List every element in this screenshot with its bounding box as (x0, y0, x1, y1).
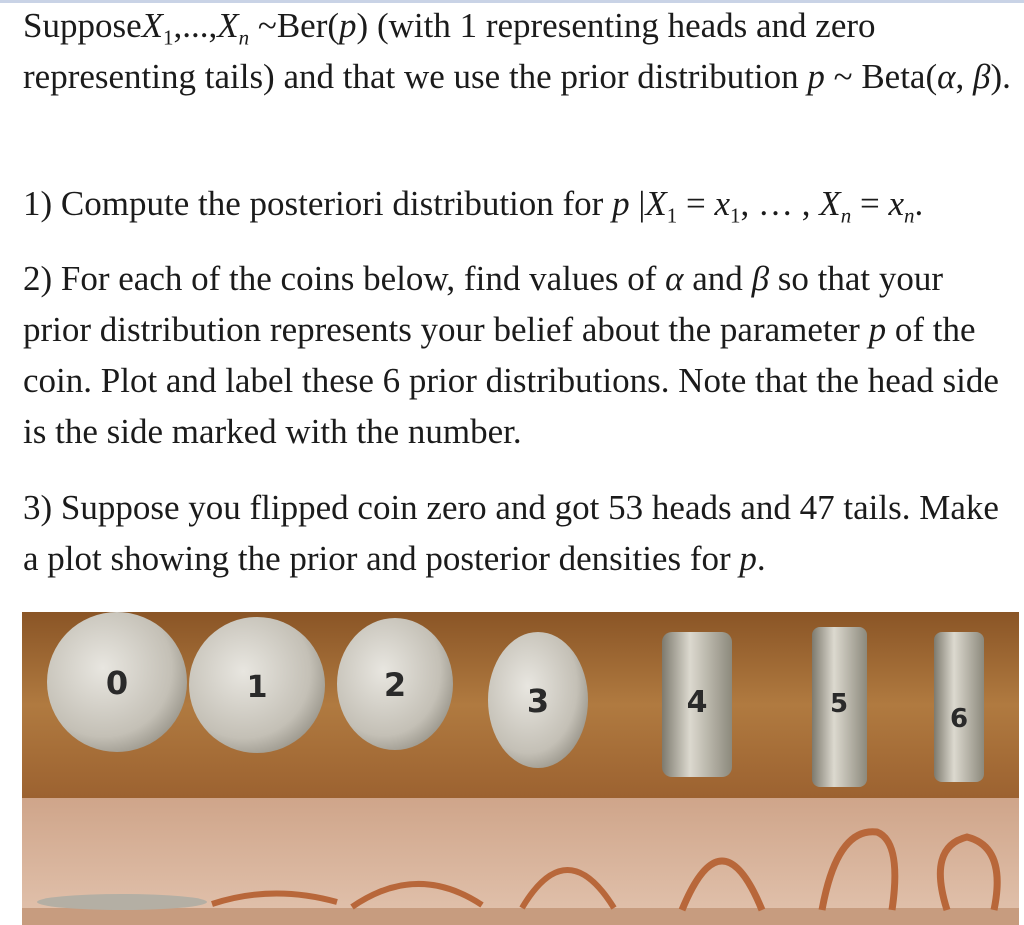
intro-paragraph (23, 0, 1018, 102)
sub-n: n (903, 203, 915, 228)
q1-eq: = (851, 184, 889, 223)
var-lower-x1: x (714, 184, 731, 223)
sub-1: 1 (163, 25, 174, 50)
var-x: X (141, 6, 164, 45)
coin-label: 2 (383, 666, 407, 704)
text-suppose: Suppose (23, 6, 142, 45)
var-beta: β (751, 259, 769, 298)
text-ellipsis: ,..., (173, 6, 218, 45)
coin-label: 4 (686, 685, 708, 720)
coins-photo (22, 612, 1019, 925)
q1-period: . (914, 184, 924, 223)
text-intro-rest: ) (with 1 representing heads and zero representing tails) and that we use the prior distribution (23, 6, 876, 96)
q3-end: . (756, 539, 766, 578)
var-p: p (612, 184, 630, 223)
question-3 (23, 482, 1018, 584)
var-p: p (739, 539, 757, 578)
text-end: ). (990, 57, 1011, 96)
var-alpha: α (665, 259, 684, 298)
coin-0 (47, 612, 187, 752)
coin-label: 1 (246, 670, 268, 705)
coin-label: 3 (526, 682, 550, 720)
sub-1: 1 (666, 203, 678, 228)
text-ber: ~Ber( (249, 6, 340, 45)
var-alpha: α (937, 57, 956, 96)
q1-text: 1) Compute the posteriori distribution for (23, 184, 613, 223)
q2-text-a: 2) For each of the coins below, find values of (23, 259, 666, 298)
coin-label: 0 (105, 664, 129, 702)
question-1 (23, 178, 1018, 229)
coin-6 (934, 632, 984, 782)
var-xn: X (217, 6, 239, 45)
var-lower-xn: x (888, 184, 904, 223)
var-xn: X (819, 184, 841, 223)
text-comma: , (955, 57, 973, 96)
coin-label: 6 (949, 704, 969, 734)
sub-1: 1 (730, 203, 741, 228)
text-beta: ~ Beta( (824, 57, 938, 96)
table-surface (22, 908, 1019, 925)
coin-4 (662, 632, 732, 777)
var-p: p (807, 57, 825, 96)
sub-n: n (238, 25, 250, 50)
coin-label: 5 (829, 689, 849, 719)
var-x1: X (645, 184, 667, 223)
var-p: p (868, 310, 887, 349)
var-p: p (339, 6, 357, 45)
q2-text-b: so that your prior distribution represents your belief about the parameter (23, 259, 944, 349)
coin-3 (488, 632, 588, 768)
coin-1 (189, 617, 325, 753)
var-beta: β (973, 57, 991, 96)
coin-2 (337, 618, 453, 750)
q3-text-a: 3) Suppose you flipped coin zero and got 53 heads and 47 tails. Make a plot showing the prior and posterior densities for (23, 488, 999, 578)
q1-dots: , … , (740, 184, 820, 223)
coin-5 (812, 627, 867, 787)
q1-bar: | (629, 184, 646, 223)
q1-eq: = (677, 184, 715, 223)
q2-and: and (683, 259, 752, 298)
q2-text-c: of the coin. Plot and label these 6 prior distributions. Note that the head side is the side marked with the number. (23, 310, 999, 451)
sub-n: n (840, 203, 852, 228)
question-2 (23, 253, 1018, 457)
